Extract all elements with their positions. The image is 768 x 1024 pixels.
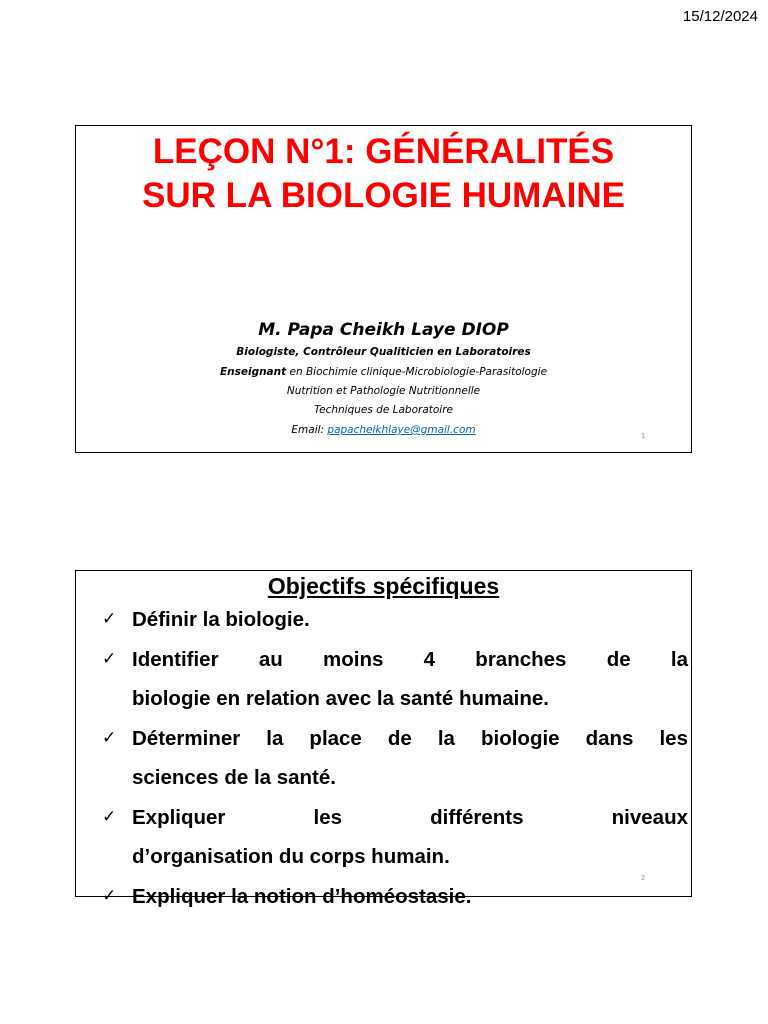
objective-line: Identifier au moins 4 branches de la [132,647,688,671]
lesson-title-line-1: LEÇON N°1: GÉNÉRALITÉS [152,132,615,171]
slide-title [75,125,692,453]
objectives-title: Objectifs spécifiques [267,573,500,599]
email-line [76,424,691,436]
checkmark-icon: ✓ [102,648,117,669]
objective-line: Déterminer la place de la biologie dans les [132,726,688,750]
lesson-title [76,130,691,218]
slide-page-number: 1 [641,433,645,440]
objective-line: Expliquer les différents niveaux [132,805,688,829]
list-item [102,719,688,798]
teacher-subjects-text: en Biochimie clinique-Microbiologie-Parasitologie [286,366,548,378]
teacher-label: Enseignant [219,366,287,378]
objective-line-continued: sciences de la santé. [132,766,336,789]
author-role: Biologiste, Contrôleur Qualiticien en Laboratoires [236,346,531,358]
checkmark-icon: ✓ [102,727,117,748]
objective-line: Expliquer la notion d’homéostasie. [132,884,472,908]
checkmark-icon: ✓ [102,609,117,629]
teacher-subjects [76,366,691,378]
subject-nutrition: Nutrition et Pathologie Nutritionnelle [286,385,481,397]
slide-objectives [75,570,692,908]
objective-line-continued: biologie en relation avec la santé humaine. [132,687,549,710]
print-date: 15/12/2024 [682,8,758,25]
list-item [102,640,688,719]
list-item [102,877,688,917]
email-link[interactable]: papacheikhlaye@gmail.com [327,424,476,436]
email-label: Email: [291,424,328,436]
objective-line-continued: d’organisation du corps humain. [132,845,450,868]
objective-line: Définir la biologie. [132,608,310,631]
objectives-list [102,600,688,916]
author-name: M. Papa Cheikh Laye DIOP [258,320,509,340]
checkmark-icon: ✓ [102,806,117,827]
subject-lab-techniques: Techniques de Laboratoire [314,404,453,416]
lesson-title-line-2: SUR LA BIOLOGIE HUMAINE [142,176,625,215]
list-item [102,600,688,640]
checkmark-icon: ✓ [102,885,117,906]
list-item [102,798,688,877]
slide-page-number: 2 [641,875,645,882]
